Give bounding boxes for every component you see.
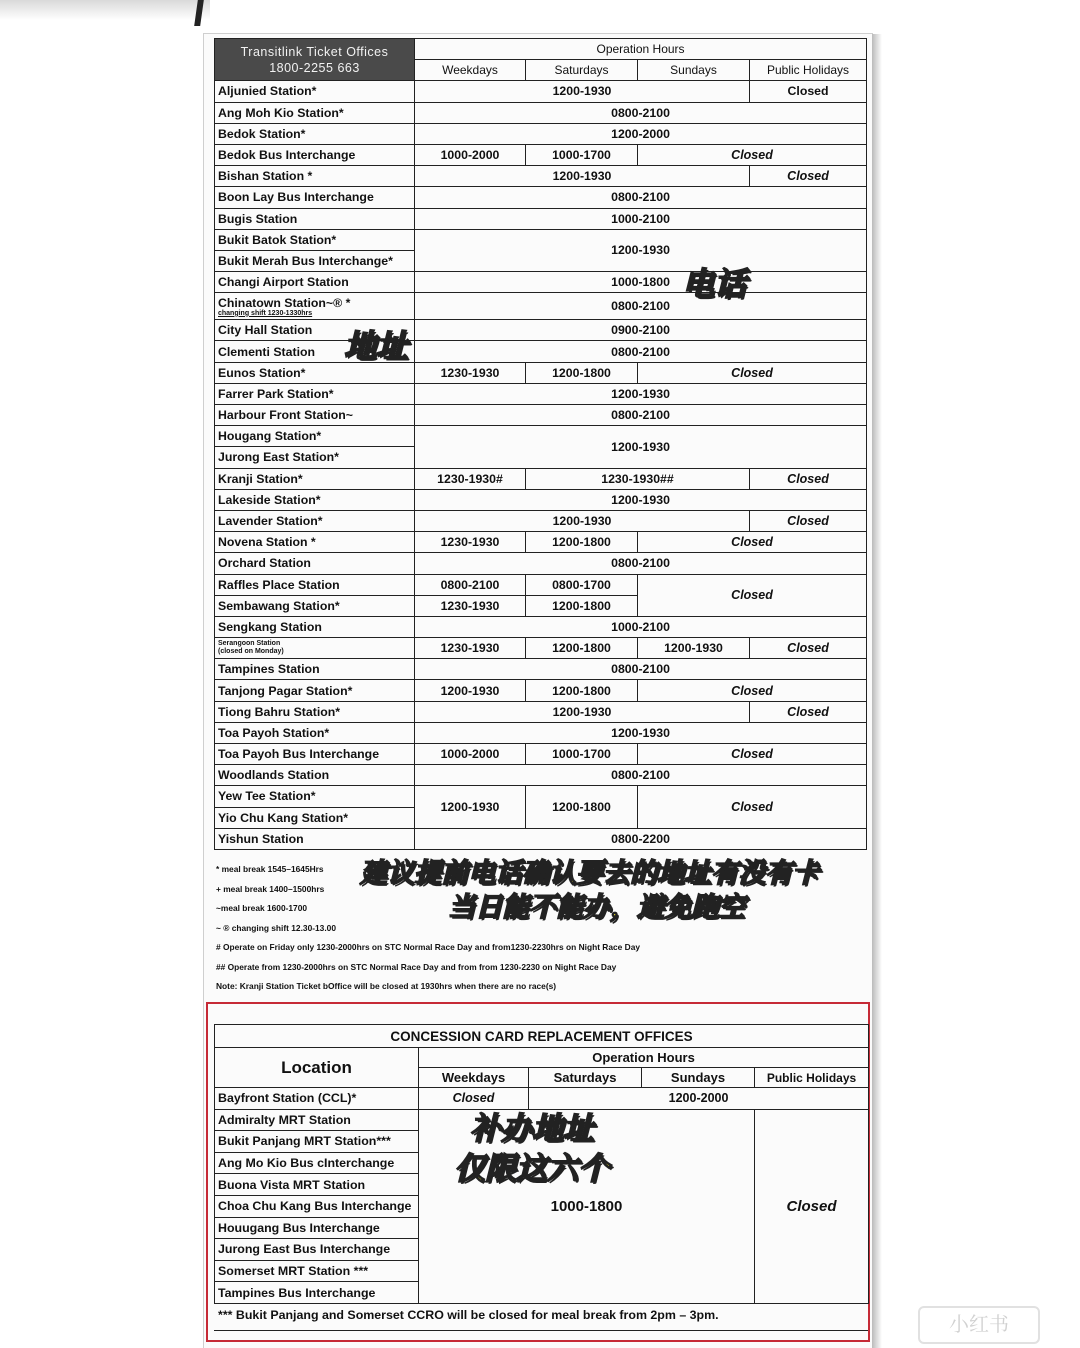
hours-cell: 0800-2100 <box>415 102 867 123</box>
table-row <box>215 208 867 229</box>
station-name: Yishun Station <box>215 828 415 849</box>
saturday-hours: 1000-1700 <box>526 744 638 765</box>
weekday-hours: 1230-1930 <box>415 362 526 383</box>
location-name: Tampines Bus Interchange <box>215 1282 419 1304</box>
station-name: Tiong Bahru Station* <box>215 701 415 722</box>
sundays-header: Sundays <box>638 60 750 81</box>
table-row <box>215 383 867 404</box>
public-holidays-header: Public Holidays <box>755 1068 869 1088</box>
closed-cell: Closed <box>750 638 867 659</box>
table-row <box>215 426 867 447</box>
closed-cell: Closed <box>638 362 867 383</box>
weekday-hours: 1200-1930 <box>415 680 526 701</box>
station-name: Sengkang Station <box>215 616 415 637</box>
table-row <box>215 1088 869 1110</box>
station-name: Bedok Bus Interchange <box>215 144 415 165</box>
station-name: Harbour Front Station~ <box>215 405 415 426</box>
location-name: Admiralty MRT Station <box>215 1109 419 1131</box>
table-row <box>215 81 867 102</box>
saturday-hours: 1200-1800 <box>526 532 638 553</box>
footnote: ~meal break 1600-1700 <box>216 903 308 913</box>
station-name: City Hall Station <box>215 320 415 341</box>
table-row <box>215 166 867 187</box>
hours-cell: 1000-2100 <box>415 208 867 229</box>
station-sub-note: (closed on Monday) <box>218 648 284 656</box>
advice-annotation-line1: 建议提前电话确认要去的地址有没有卡 <box>360 858 819 889</box>
hours-cell: 0800-2100 <box>415 293 867 320</box>
location-name: Somerset MRT Station *** <box>215 1260 419 1282</box>
saturday-hours: 0800-1700 <box>526 574 638 595</box>
office-phone: 1800-2255 663 <box>269 60 360 75</box>
station-name: Bedok Station* <box>215 123 415 144</box>
hours-cell: 1200-1930 <box>415 510 750 531</box>
hours-cell: 1200-1930 <box>415 722 867 743</box>
station-name: Changi Airport Station <box>215 272 415 293</box>
weekend-hours: 1230-1930## <box>526 468 750 489</box>
station-name-cell <box>215 638 415 659</box>
footnote: # Operate on Friday only 1230-2000hrs on STC Normal Race Day and from1230-2230hrs on Night Race Day <box>216 942 641 952</box>
closed-cell: Closed <box>755 1109 869 1303</box>
station-name: Yew Tee Station* <box>215 786 415 807</box>
closed-cell: Closed <box>638 144 867 165</box>
table-row <box>215 144 867 165</box>
hours-cell: 0800-2100 <box>415 405 867 426</box>
station-name: Eunos Station* <box>215 362 415 383</box>
table-row <box>215 123 867 144</box>
table-row <box>215 553 867 574</box>
station-name: Lakeside Station* <box>215 489 415 510</box>
divider <box>214 1330 868 1331</box>
saturdays-header: Saturdays <box>529 1068 642 1088</box>
station-name: Boon Lay Bus Interchange <box>215 187 415 208</box>
sunday-hours: 1200-1930 <box>638 638 750 659</box>
table-row <box>215 489 867 510</box>
station-name: Bukit Batok Station* <box>215 229 415 250</box>
station-name: Toa Payoh Station* <box>215 722 415 743</box>
replacement-annotation-line2: 仅限这六个 <box>454 1151 609 1187</box>
location-name: Jurong East Bus Interchange <box>215 1239 419 1261</box>
weekday-hours: 1230-1930 <box>415 532 526 553</box>
footnote: ## Operate from 1230-2000hrs on STC Normal Race Day and from from 1230-2230 on Night Race Day <box>216 961 617 972</box>
address-annotation: 地址 <box>344 327 409 365</box>
location-name: Bukit Panjang MRT Station*** <box>215 1131 419 1153</box>
hours-cell: 1200-1930 <box>415 81 750 102</box>
weekday-hours: 1000-2000 <box>415 744 526 765</box>
hours-cell: 0900-2100 <box>415 320 867 341</box>
saturday-hours: 1200-1800 <box>526 595 638 616</box>
table-row <box>215 765 867 786</box>
hours-cell: 1200-2000 <box>529 1088 869 1110</box>
weekdays-header: Weekdays <box>415 60 526 81</box>
weekday-hours: 1230-1930 <box>415 595 526 616</box>
table-row <box>215 229 867 250</box>
footnote: + meal break 1400–1500hrs <box>216 883 325 894</box>
saturdays-header: Saturdays <box>526 60 638 81</box>
weekdays-header: Weekdays <box>419 1068 529 1088</box>
table-row <box>215 744 867 765</box>
table-row <box>215 701 867 722</box>
table-row <box>215 468 867 489</box>
hours-cell: 1200-1930 <box>415 701 750 722</box>
document-sheet <box>204 34 872 1348</box>
weekday-hours: 0800-2100 <box>415 574 526 595</box>
saturday-hours: 1200-1800 <box>526 362 638 383</box>
table-row <box>215 828 867 849</box>
weekday-hours: 1230-1930# <box>415 468 526 489</box>
table-row <box>215 362 867 383</box>
table-row <box>215 722 867 743</box>
station-name: Woodlands Station <box>215 765 415 786</box>
station-name: Yio Chu Kang Station* <box>215 807 415 828</box>
sundays-header: Sundays <box>642 1068 755 1088</box>
table-row <box>215 102 867 123</box>
replacement-annotation-line1: 补办地址 <box>470 1111 594 1147</box>
location-name: Houugang Bus Interchange <box>215 1217 419 1239</box>
hours-cell: 1200-1930 <box>415 229 867 271</box>
phone-annotation: 电话 <box>682 265 747 303</box>
public-holidays-header: Public Holidays <box>750 60 867 81</box>
closed-cell: Closed <box>750 166 867 187</box>
table-row <box>215 510 867 531</box>
hours-cell: 0800-2100 <box>415 341 867 362</box>
station-name-cell <box>215 293 415 320</box>
watermark-logo: 小红书 <box>918 1306 1040 1344</box>
station-name: Bishan Station * <box>215 166 415 187</box>
station-name: Kranji Station* <box>215 468 415 489</box>
hours-cell: 0800-2100 <box>415 659 867 680</box>
station-name: Hougang Station* <box>215 426 415 447</box>
hours-cell: 1000-1800 <box>419 1109 755 1303</box>
photo-corner-shadow <box>0 0 210 20</box>
closed-cell: Closed <box>638 786 867 828</box>
station-name: Raffles Place Station <box>215 574 415 595</box>
hours-cell: 0800-2100 <box>415 553 867 574</box>
hours-cell: 1000-1800 <box>415 272 867 293</box>
location-name: Buona Vista MRT Station <box>215 1174 419 1196</box>
station-name: Bukit Merah Bus Interchange* <box>215 250 415 271</box>
station-name: Jurong East Station* <box>215 447 415 468</box>
hours-cell: 1200-1930 <box>415 166 750 187</box>
station-name: Clementi Station <box>215 341 415 362</box>
station-name: Bugis Station <box>215 208 415 229</box>
station-name: Lavender Station* <box>215 510 415 531</box>
saturday-hours: 1200-1800 <box>526 680 638 701</box>
station-name: Orchard Station <box>215 553 415 574</box>
station-name: Novena Station * <box>215 532 415 553</box>
location-name: Ang Mo Kio Bus cInterchange <box>215 1152 419 1174</box>
hours-cell: 1200-1930 <box>415 489 867 510</box>
operation-hours-header: Operation Hours <box>415 39 867 60</box>
concession-title: CONCESSION CARD REPLACEMENT OFFICES <box>215 1025 869 1048</box>
table-row <box>215 293 867 320</box>
station-sub-note: changing shift 1230-1330hrs <box>218 309 313 317</box>
station-name: Serangoon Station <box>218 640 281 648</box>
footnote: ~ ® changing shift 12.30-13.00 <box>216 922 336 933</box>
table-row <box>215 616 867 637</box>
ticket-office-hours-table <box>214 38 867 850</box>
saturday-hours: 1000-1700 <box>526 144 638 165</box>
closed-cell: Closed <box>750 701 867 722</box>
table-row <box>215 341 867 362</box>
saturday-hours: 1200-1800 <box>526 786 638 828</box>
weekday-hours: 1230-1930 <box>415 638 526 659</box>
closed-cell: Closed <box>638 680 867 701</box>
table-row <box>215 659 867 680</box>
table-row <box>215 786 867 807</box>
location-header: Location <box>215 1048 419 1088</box>
hours-cell: 0800-2100 <box>415 187 867 208</box>
weekday-hours: 1000-2000 <box>415 144 526 165</box>
table-row <box>215 574 867 595</box>
operation-hours-header: Operation Hours <box>419 1048 869 1068</box>
footnote: * meal break 1545–1645Hrs <box>216 864 324 874</box>
hours-cell: 0800-2100 <box>415 765 867 786</box>
office-header <box>215 39 415 81</box>
table-row <box>215 187 867 208</box>
advice-annotation-line2: 当日能不能办，避免跑空 <box>448 892 745 923</box>
table-row <box>215 638 867 659</box>
station-name: Toa Payoh Bus Interchange <box>215 744 415 765</box>
hours-cell: 0800-2200 <box>415 828 867 849</box>
hours-cell: 1200-1930 <box>415 426 867 468</box>
station-name: Chinatown Station~® * <box>218 295 351 310</box>
closed-cell: Closed <box>638 532 867 553</box>
concession-footnote: *** Bukit Panjang and Somerset CCRO will be closed for meal break from 2pm – 3pm. <box>218 1308 719 1322</box>
sheet-edge-shadow <box>872 34 882 1348</box>
office-title: Transitlink Ticket Offices <box>240 44 389 59</box>
hours-cell: 1000-2100 <box>415 616 867 637</box>
table-row <box>215 532 867 553</box>
table-row <box>215 272 867 293</box>
table-row <box>215 320 867 341</box>
saturday-hours: 1200-1800 <box>526 638 638 659</box>
station-name: Tanjong Pagar Station* <box>215 680 415 701</box>
weekday-hours: 1200-1930 <box>415 786 526 828</box>
station-name: Aljunied Station* <box>215 81 415 102</box>
weekday-hours: Closed <box>419 1088 529 1110</box>
table-row <box>215 405 867 426</box>
table-row <box>215 680 867 701</box>
location-name: Choa Chu Kang Bus Interchange <box>215 1195 419 1217</box>
hours-cell: 1200-2000 <box>415 123 867 144</box>
footnote: Note: Kranji Station Ticket bOffice will be closed at 1930hrs when there are no race(s) <box>216 981 557 991</box>
station-name: Tampines Station <box>215 659 415 680</box>
location-name: Bayfront Station (CCL)* <box>215 1088 419 1110</box>
closed-cell: Closed <box>638 574 867 616</box>
hours-cell: 1200-1930 <box>415 383 867 404</box>
closed-cell: Closed <box>750 510 867 531</box>
station-name: Sembawang Station* <box>215 595 415 616</box>
closed-cell: Closed <box>638 744 867 765</box>
closed-cell: Closed <box>750 468 867 489</box>
station-name: Farrer Park Station* <box>215 383 415 404</box>
station-name: Ang Moh Kio Station* <box>215 102 415 123</box>
closed-cell: Closed <box>750 81 867 102</box>
